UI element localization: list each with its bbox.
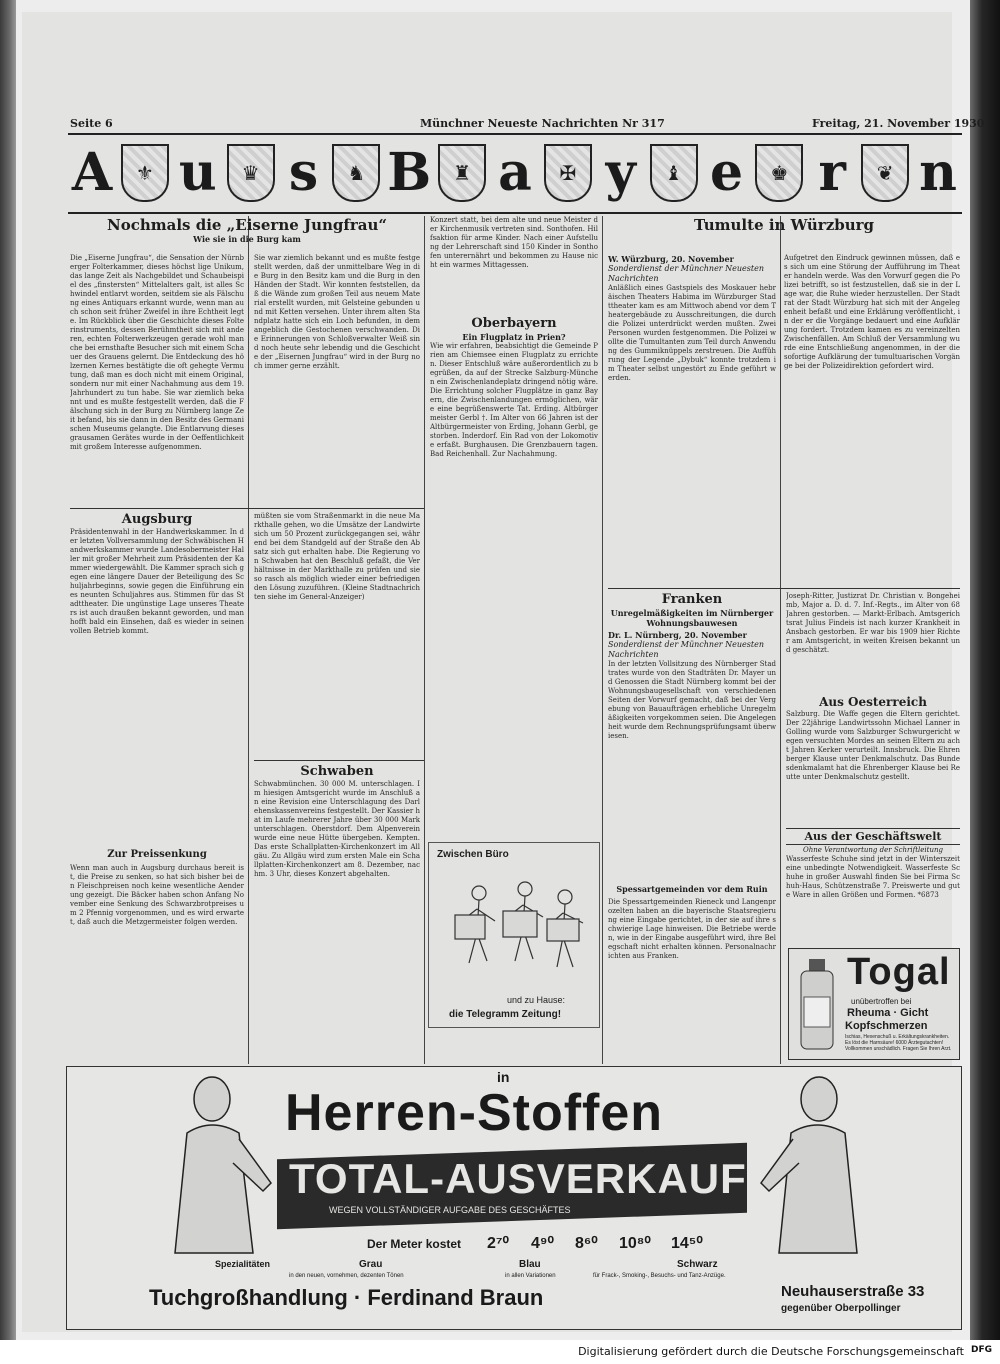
article-divider: [608, 588, 960, 589]
newspaper-name: Münchner Neueste Nachrichten Nr 317: [420, 117, 665, 130]
ad-category-desc: für Frack-, Smoking-, Besuchs- und Tanz-Anzüge.: [593, 1273, 726, 1279]
column-divider: [602, 216, 603, 1064]
article-title: Aus Oesterreich: [819, 695, 927, 709]
column-divider: [780, 216, 781, 1064]
banner-letter: B: [387, 142, 432, 203]
article-dateline: W. Würzburg, 20. November: [608, 254, 734, 264]
article-title: Nochmals die „Eiserne Jungfrau“: [107, 216, 387, 234]
article-text: Konzert statt, bei dem alte und neue Meister der Kirchenmusik vertreten sind. Sonthofen. Hilfsaktion für arme Kinder. Nach einer Aufstellung der Lehrerschaft sind 150 Kinder in Sonthofen unterernährt und bekommen zu Hause nicht ein warmes Mittagessen.: [430, 216, 598, 269]
coat-of-arms-icon: ♝: [650, 144, 698, 202]
ad-firm-name: Tuchgroßhandlung · Ferdinand Braun: [149, 1285, 544, 1310]
banner-letter: y: [605, 142, 636, 203]
article-personal-news: Joseph-Ritter, Justizrat Dr. Christian v. Bongeheimb, Major a. D. d. 7. Inf.-Regts., im Alter von 68 Jahren gestorben. — Markt-Erlbach. Amtsgerichtsrat Julius Findeis ist nach kurzer Krankheit in Ansbach gestorben. Er war bis 1909 hier Richter am Amtsgericht, in weiten Kreisen bekannt und geschätzt.: [786, 592, 960, 654]
togal-advertisement: [788, 948, 960, 1060]
coat-of-arms-icon: ♞: [332, 144, 380, 202]
banner-letter: A: [71, 142, 113, 203]
article-augsburg-continued: müßten sie vom Straßenmarkt in die neue Markthalle gehen, wo die Umsätze der Landwirte sich um 50 Prozent zurückgegangen sei, während bei dem Standgeld auf der Straße den Absatz sich gut erhalten habe. Die Regierung von Schwaben hat den Beschluß gefaßt, die Verhältnisse in der Markthalle zu prüfen und sie so rasch als möglich wieder einer befriedigenden Lösung zuzuführen. (Kleine Stadtnachrichten siehe im General-Anzeiger): [254, 512, 420, 601]
ad-address: Neuhauserstraße 33: [781, 1283, 925, 1300]
article-dateline: Dr. L. Nürnberg, 20. November: [608, 630, 747, 640]
article-subtitle: Wie sie in die Burg kam: [193, 234, 301, 244]
article-byline: Sonderdienst der Münchner Neuesten Nachrichten: [608, 640, 764, 659]
article-text: Wasserfeste Schuhe sind jetzt in der Winterszeit eine unbedingte Notwendigkeit. Wasserfeste Schuhe in großer Auswahl finden Sie bei Firma Schuh-Haus, Schützenstraße 7. Preiswerte und gute Ware in allen Größen und Formen. *6873: [786, 855, 960, 899]
article-oesterreich: [786, 694, 960, 822]
banner-letter: n: [919, 142, 957, 203]
ad-category-name: Spezialitäten: [215, 1259, 271, 1269]
togal-small-print: Ischias, Hexenschuß u. Erkältungskrankheiten. Es löst die Harnsäure! 6000 Ärztegutachten! Vollkommen unschädlich. Fragen Sie Ihren Arzt.: [845, 1034, 952, 1052]
people-reading-icon: [429, 863, 599, 1003]
togal-line2: Rheuma · Gicht: [847, 1007, 929, 1019]
article-subtitle: Ein Flugplatz in Prien?: [462, 332, 566, 342]
togal-brand: Togal: [847, 951, 951, 993]
issue-date: Freitag, 21. November 1930: [812, 117, 985, 130]
article-title: Oberbayern: [471, 316, 557, 331]
cartoon-illustration: [428, 842, 600, 1028]
coat-of-arms-icon: ⚜: [121, 144, 169, 202]
ad-category-name: Blau: [519, 1259, 541, 1270]
cartoon-caption-1: und zu Hause:: [507, 995, 566, 1005]
coat-of-arms-icon: ♛: [227, 144, 275, 202]
article-franken: [608, 592, 776, 1062]
ad-price-label: Der Meter kostet: [367, 1237, 462, 1251]
article-augsburg: [70, 512, 244, 1064]
ad-category-desc: in allen Variationen: [505, 1273, 556, 1279]
article-jungfrau-text-col2: Sie war ziemlich bekannt und es mußte festgestellt werden, daß der unmittelbare Weg in die Burg in den Besitz kam und die Burg in den Händen der Stadt. Wir konnten feststellen, daß die Wände zum großen Teil aus neuem Material erstellt wurden, mit Gelsteine gebunden und mit Ketten versehen. Unter ihrem alten Standplatz hatte sich ein Loch befunden, in dem angeblich die Gestochenen verschwanden. Die Erinnerungen von Schloßverwalter Weiß sind noch heute sehr lebendig und die Geschichte der „Eisernen Jungfrau“ wird in der Burg noch immer gerne erzählt.: [254, 254, 420, 370]
article-subtitle: Zur Preissenkung: [107, 849, 207, 860]
book-spine-left: [0, 0, 16, 1364]
article-oberbayern: [430, 216, 598, 838]
cartoon-title: Zwischen Büro: [437, 849, 509, 860]
article-schwaben: [254, 764, 420, 1064]
article-title: Franken: [661, 592, 723, 607]
dfg-logo: DFG: [970, 1345, 992, 1355]
ad-banner-text: TOTAL-AUSVERKAUF: [289, 1155, 747, 1202]
article-subtitle: Spessartgemeinden vor dem Ruin: [616, 884, 768, 894]
article-jungfrau-text-col1: Die „Eiserne Jungfrau“, die Sensation der Nürnberger Folterkammer, dieses höchst lige Unikum, das lange Zeit als Nachgebildet und Schaubeispiel des „finstersten“ Mittelalters galt, ist alles Schwindel entlarvt worden, seitdem sie als Fälschung eines Antiquars erkannt wurde, wenn man auch schon seit früher Zweifel in ihre Echtheit legte. Im Rückblick über die Geschichte dieses Folterinstruments, dessen Berühmtheit sich mit anderen, echten Folterwerkzeugen gerade wohl manche bei ernsthafte Besucher sich mit einem Schauer des Grauens gelernt. Die Entdeckung des hölzernen Kernes bestätigte die oft gehegte Vermutung, daß man es doch nicht mit einem Original, sondern nur mit einer Nachahmung aus dem 19. Jahrhundert zu tun habe. Sie war ziemlich bekannt und es mußte festgestellt werden, daß die Fälschung sich in der Burg zu Nürnberg lange Zeit befand, bis sie dann in den Besitz des Germanischen Museums gelangte. Die Entlarvung dieses grausamen Gerätes wurde in der Oeffentlichkeit mit großem Interesse aufgenommen.: [70, 254, 244, 451]
cartoon-caption-2: die Telegramm Zeitung!: [449, 1009, 562, 1020]
banner-rule: [68, 212, 962, 214]
ad-price: 14⁵⁰: [671, 1235, 703, 1252]
article-text: Die Spessartgemeinden Rieneck und Langenprozelten haben an die bayerische Staatsregierung eine Eingabe gerichtet, in der sie auf ihre schwierige Lage hinweisen. Die Betriebe werden, wie in der Eingabe ausgeführt wird, ihre Belegschaft nicht erhalten können. Personalnachrichten aus Franken.: [608, 898, 776, 960]
ad-in: in: [497, 1069, 510, 1085]
page-number: Seite 6: [70, 117, 113, 130]
ad-banner-subtext: WEGEN VOLLSTÄNDIGER AUFGABE DES GESCHÄFTES: [329, 1205, 571, 1215]
article-byline: Ohne Verantwortung der Schriftleitung: [803, 846, 943, 854]
ad-title: Herren-Stoffen: [285, 1084, 664, 1142]
banner-letter: u: [178, 142, 217, 203]
article-wuerzburg-col2: Aufgetret den Eindruck gewinnen müssen, daß es sich um eine Störung der Aufführung im Theater handeln werde. Was den Vorwurf gegen die Polizei betrifft, so ist festzustellen, daß sie in der Lage war, die Ruhe wieder herzustellen. Der Stadtrat der Stadt Würzburg hat sich mit der Angelegenheit befaßt und eine Erklärung veröffentlicht, in der er die Vorgänge bedauert und eine Aufklärung fordert. Trotzdem kamen es zu vereinzelten Zwischenfällen. Am Schluß der Versammlung wurde eine Entschließung angenommen, in der die sofortige Aufklärung der tumultuarischen Vorgänge bei der Polizeidirektion gefordert wird.: [784, 254, 960, 370]
article-divider: [70, 508, 424, 509]
article-text: In der letzten Vollsitzung des Nürnberger Stadtrates wurde von den Stadträten Dr. Mayer und Genossen die Stadt Nürnberg kommt bei der Wohnungsbaugesellschaft von verschiedenen Seiten der Vorwurf gemacht, daß bei der Vergebung von Bauaufträgen erhebliche Unregelmäßigkeiten vorgekommen seien. Die Angelegenheit wurde dem Rechnungsprüfungsamt überwiesen.: [608, 660, 776, 740]
book-edge-right: [970, 0, 1000, 1364]
article-text: Schwabmünchen. 30 000 M. unterschlagen. Im hiesigen Amtsgericht wurde im Anschluß an eine Revision eine Unterschlagung des Darlehenskassenvereins festgestellt. Der Kassier hat im Laufe mehrerer Jahre über 30 000 Mark unterschlagen. Oberstdorf. Dem Alpenverein wurde eine neue Hütte übergeben. Kempten. Das erste Schallplatten-Kirchenkonzert im Allgäu. Zu Allgäu wird zum ersten Male ein Schallplatten-Kirchenkonzert am 8. Dezember, nachm. 3 Uhr, dieses Konzert abgehalten.: [254, 780, 420, 878]
banner-letter: s: [288, 142, 319, 203]
article-text: Wie wir erfahren, beabsichtigt die Gemeinde Prien am Chiemsee einen Flugplatz zu errichten. Dieser Entschluß wäre außerordentlich zu begrüßen, da auf der Strecke Salzburg-München ein Zwischenlandeplatz dringend nötig wäre. Die Errichtung solcher Flugplätze in ganz Bayern, die Zwischenlandungen ermöglichen, wäre eine begrüßenswerte Tat. Erding. Altbürgermeister Gerbl †. Im Alter von 66 Jahren ist der Altbürgermeister von Erding, Johann Gerbl, gestorben. Inderdorf. Ein Rad von der Lokomotive erfaßt. Burghausen. Die Grenzbauern tagen. Bad Reichenhall. Zur Nachahmung.: [430, 342, 598, 458]
footer-credit: Digitalisierung gefördert durch die Deutsche Forschungsgemeinschaft: [578, 1345, 964, 1358]
coat-of-arms-icon: ❦: [861, 144, 909, 202]
article-byline: Sonderdienst der Münchner Neuesten Nachrichten: [608, 264, 764, 283]
article-divider: [254, 760, 424, 761]
ad-price: 10⁸⁰: [619, 1235, 651, 1252]
article-title: Augsburg: [121, 512, 193, 527]
coat-of-arms-icon: ✠: [544, 144, 592, 202]
togal-line1: unübertroffen bei: [851, 997, 912, 1006]
ad-price: 4⁹⁰: [531, 1235, 554, 1252]
article-jungfrau-header: [70, 216, 424, 250]
banner-letter: a: [498, 142, 532, 203]
ad-category-desc: in den neuen, vornehmen, dezenten Tönen: [289, 1273, 404, 1279]
header-rule: [68, 133, 962, 135]
ad-address-note: gegenüber Oberpollinger: [781, 1303, 901, 1314]
ad-price: 8⁶⁰: [575, 1235, 598, 1252]
article-text: Salzburg. Die Waffe gegen die Eltern gerichtet. Der 22jährige Landwirtssohn Michael Lanner in Golling wurde vom Salzburger Schwurgericht wegen versuchten Mordes an seinen Eltern zu acht Jahren Kerker verurteilt. Innsbruck. Die Ehrenberger Klause unter Denkmalschutz. Das Bundesdenkmalamt hat die Ehrenberger Klause bei Reutte unter Denkmalschutz gestellt.: [786, 710, 960, 781]
article-text: Präsidentenwahl in der Handwerkskammer. In der letzten Vollversammlung der Schwäbischen Handwerkskammer wurde Landesobermeister Haller mit großer Mehrheit zum Präsidenten der Kammer wiedergewählt. Die Kammer sprach sich gegen eine längere Dauer der Beteiligung des Schuljahrbeginns, sowie gegen die Einführung eines neunten Schuljahres aus. Stimmen für das Stadttheater. Die ungünstige Lage unseres Theaters ist auch draußen bekannt geworden, und man hofft bald ein Einsehen, daß es wieder in seinen vollen Betrieb kommt.: [70, 528, 244, 635]
section-banner: [70, 137, 960, 209]
tailor-figure-left-icon: [167, 1073, 277, 1263]
article-wuerzburg-col1: [608, 254, 776, 584]
tailor-figure-right-icon: [755, 1073, 865, 1263]
togal-line3: Kopfschmerzen: [845, 1020, 928, 1032]
article-wuerzburg-header: [608, 216, 960, 252]
column-divider: [424, 216, 425, 1064]
herren-stoffen-advertisement: [66, 1066, 962, 1330]
article-geschaeftswelt: [786, 828, 960, 944]
article-title: Schwaben: [300, 764, 374, 779]
article-title: Tumulte in Würzburg: [693, 216, 875, 234]
banner-letter: r: [818, 142, 846, 203]
article-title: Aus der Geschäftswelt: [786, 828, 960, 845]
digitization-footer: [0, 1340, 1000, 1364]
coat-of-arms-icon: ♜: [438, 144, 486, 202]
ad-price: 2⁷⁰: [487, 1235, 509, 1252]
article-subtitle: Unregelmäßigkeiten im Nürnberger Wohnungsbauwesen: [610, 608, 774, 628]
coat-of-arms-icon: ♚: [755, 144, 803, 202]
ad-category-name: Schwarz: [677, 1259, 718, 1270]
medicine-bottle-icon: [795, 957, 839, 1053]
banner-letter: e: [709, 142, 744, 203]
article-text: Anläßlich eines Gastspiels des Moskauer hebräischen Theaters Habima im Würzburger Stadttheater kam es am Mittwoch abend vor dem Theatergebäude zu Ausschreitungen, die durch die Polizei unterdrückt werden mußten. Zwei Personen wurden festgenommen. Die Polizei wollte die Tumultanten zum Teil durch Anwendung des Gummiknüppels zerstreuen. Die Aufführung der Legende „Dybuk“ konnte trotzdem im Theater selbst ungestört zu Ende geführt werden.: [608, 284, 776, 382]
article-text: Wenn man auch in Augsburg durchaus bereit ist, die Preise zu senken, so hat sich bisher bei den Fleischpreisen noch keine wesentliche Aenderung gezeigt. Die Bäcker haben schon Anfang November eine Senkung des Schwarzbrotpreises um 2 Pfennig vorgenommen, und es wird erwartet, daß auch die Metzgermeister folgen werden.: [70, 864, 244, 926]
column-divider: [248, 216, 249, 1064]
ad-category-name: Grau: [359, 1259, 383, 1270]
